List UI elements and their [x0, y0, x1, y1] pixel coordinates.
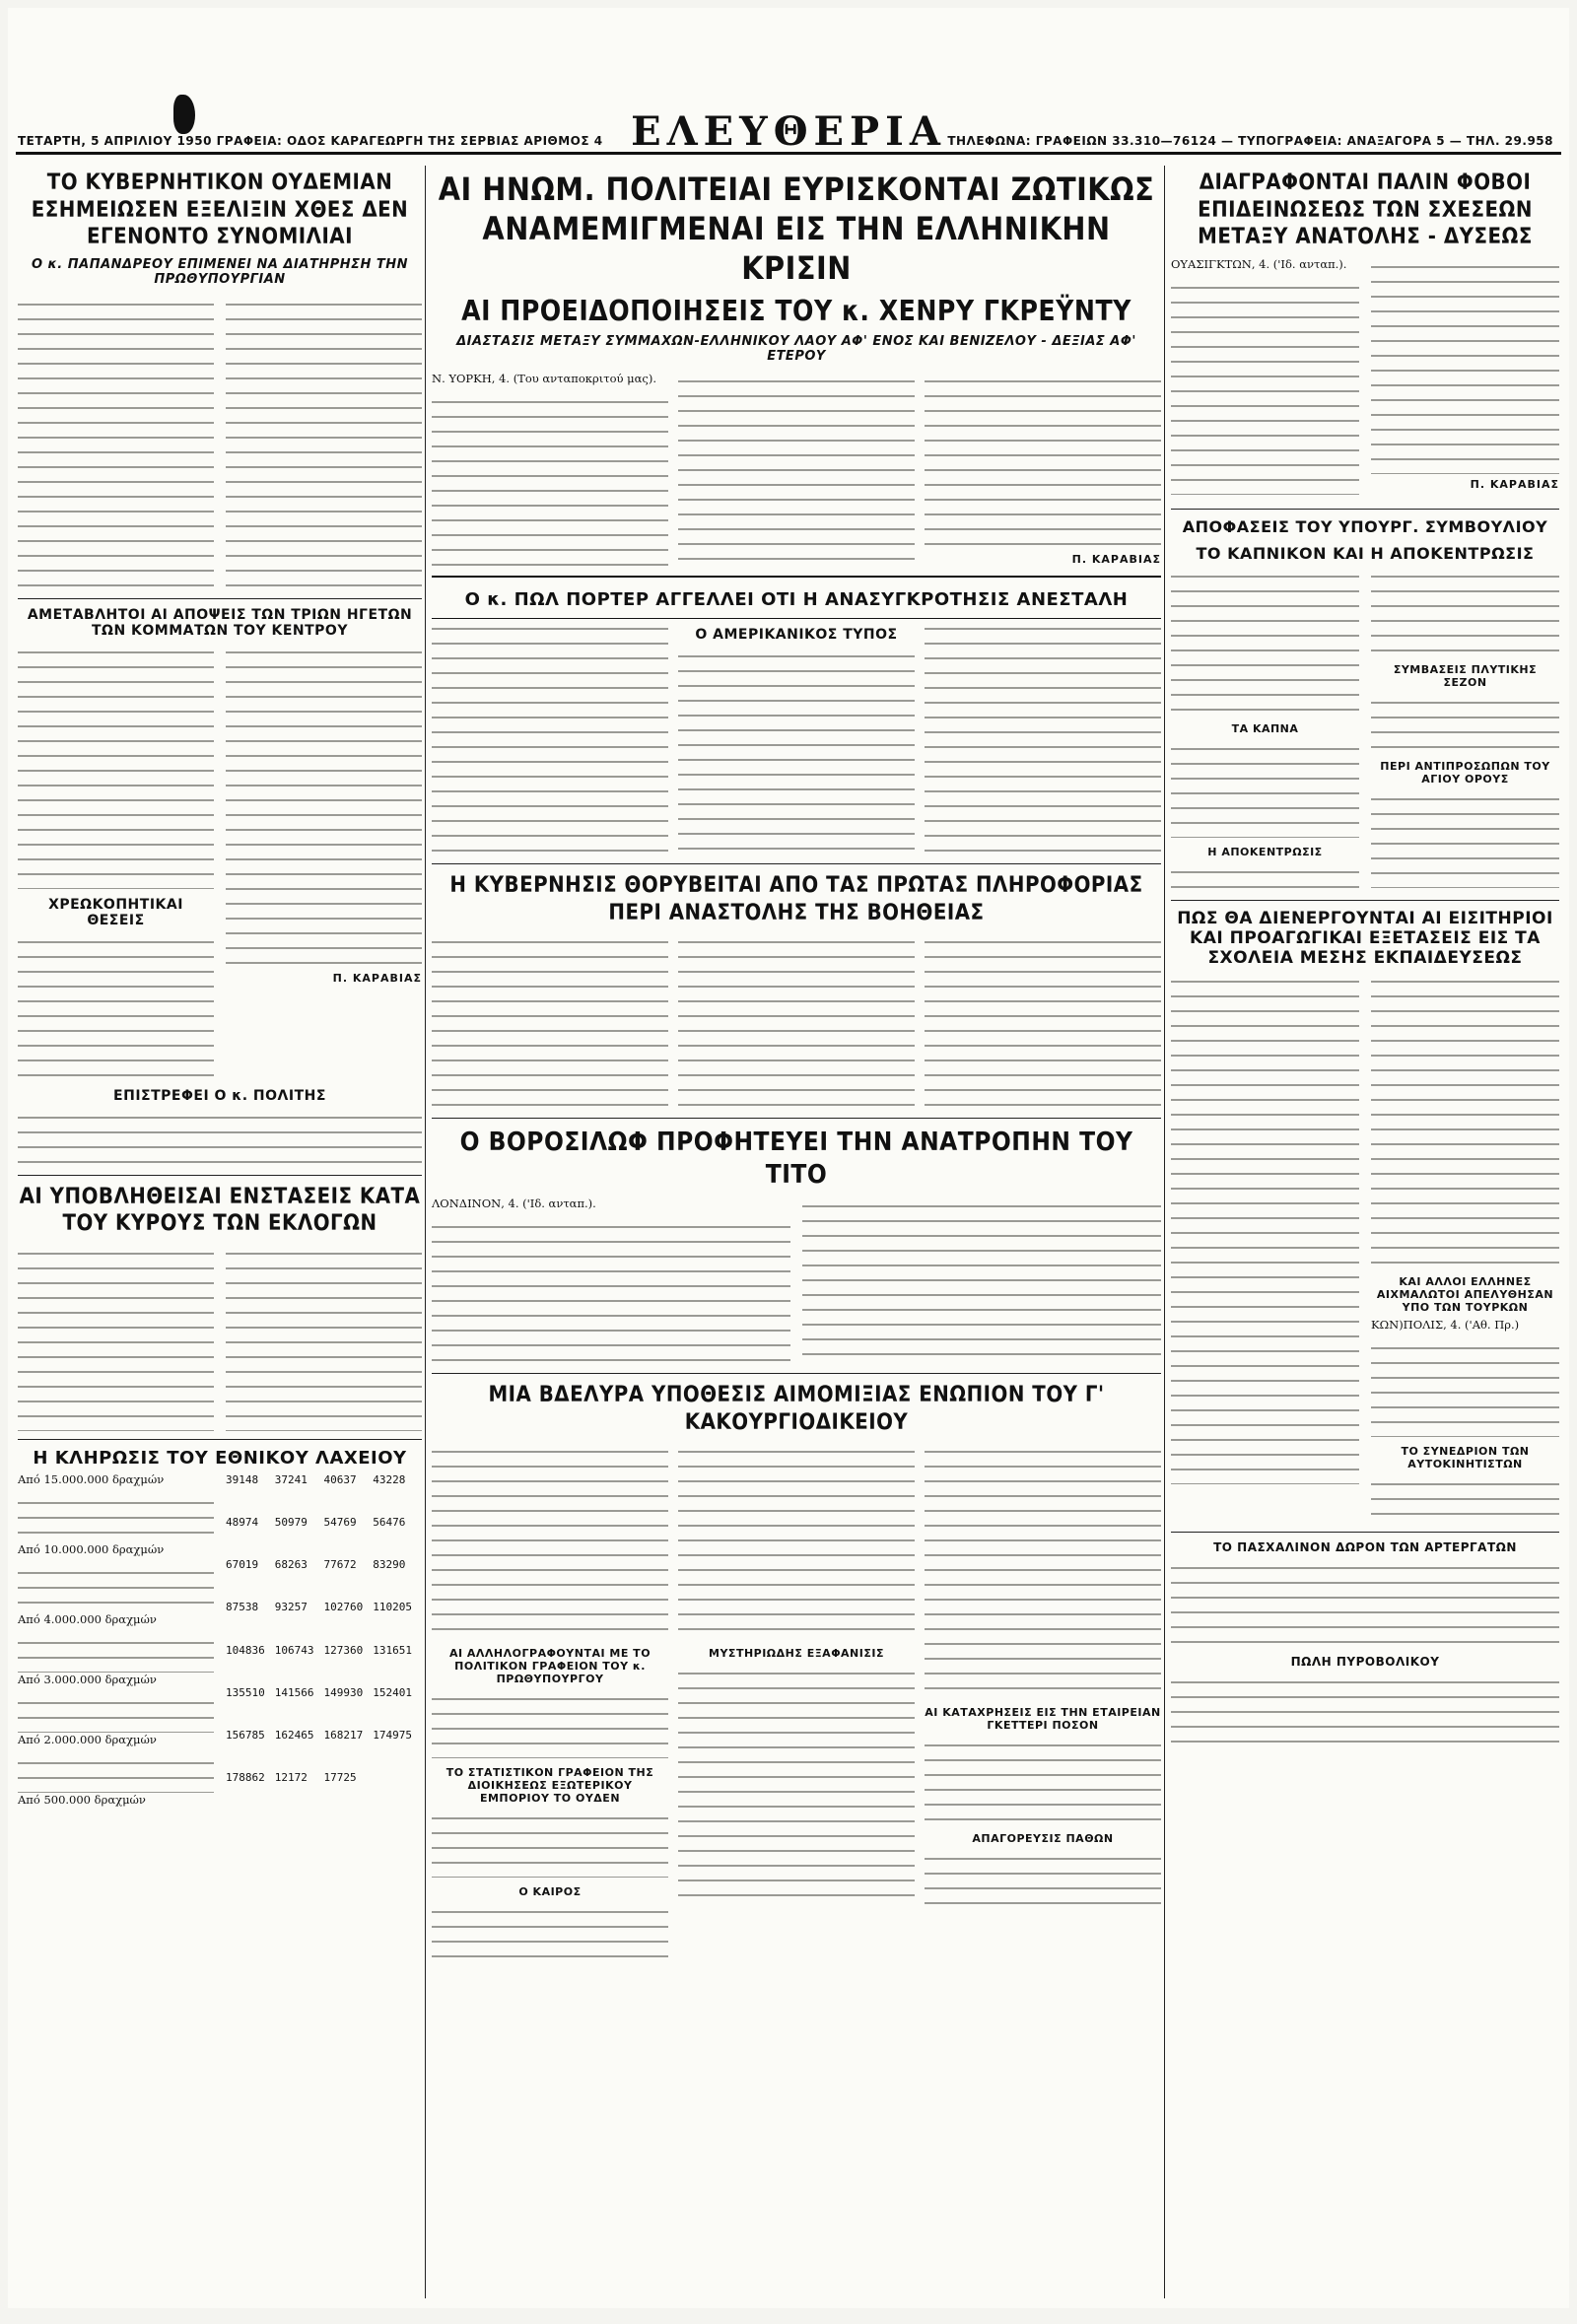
section-heading: ΑΙ ΑΛΛΗΛΟΓΡΑΦΟΥΝΤΑΙ ΜΕ ΤΟ ΠΟΛΙΤΙΚΟΝ ΓΡΑΦΕΙΟΝ ΤΟΥ κ. ΠΡΩΘΥΠΟΥΡΓΟΥ	[448, 1647, 651, 1685]
lottery-amount: Από 4.000.000 δραχμών	[18, 1611, 157, 1626]
text-block	[432, 1217, 790, 1365]
text-block	[226, 295, 422, 590]
divider	[1171, 900, 1559, 901]
section-heading: ΚΑΙ ΑΛΛΟΙ ΕΛΛΗΝΕΣ ΑΙΧΜΑΛΩΤΟΙ ΑΠΕΛΥΘΗΣΑΝ ΥΠΟ ΤΩΝ ΤΟΥΡΚΩΝ	[1376, 1274, 1554, 1314]
lottery-number: 87538	[226, 1601, 259, 1614]
text-block	[925, 1442, 1161, 1698]
headline-voroshilov: Ο ΒΟΡΟΣΙΛΩΦ ΠΡΟΦΗΤΕΥΕΙ ΤΗΝ ΑΝΑΤΡΟΠΗΝ ΤΟΥ ΤΙΤΟ	[459, 1128, 1133, 1190]
lottery-amount: Από 15.000.000 δραχμών	[18, 1471, 165, 1486]
newspaper-title: ΕΛΕΥΘΕΡΙΑ	[631, 108, 946, 155]
council-body	[1171, 567, 1559, 892]
section-heading: ΜΥΣΤΗΡΙΩΔΗΣ ΕΞΑΦΑΝΙΣΙΣ	[709, 1647, 884, 1660]
headline-east-west: ΔΙΑΓΡΑΦΟΝΤΑΙ ΠΑΛΙΝ ΦΟΒΟΙ ΕΠΙΔΕΙΝΩΣΕΩΣ ΤΩΝ ΣΧΕΣΕΩΝ ΜΕΤΑΞΥ ΑΝΑΤΟΛΗΣ - ΔΥΣΕΩΣ	[1198, 171, 1533, 249]
lottery-number: 102760	[323, 1601, 364, 1614]
section-heading: ΑΙ ΚΑΤΑΧΡΗΣΕΙΣ ΕΙΣ ΤΗΝ ΕΤΑΙΡΕΙΑΝ ΓΚΕΤΤΕΡΙ ΠΟΣΟΝ	[925, 1706, 1161, 1732]
dateline: ΛΟΝΔΙΝΟΝ, 4. ('Ιδ. ανταπ.).	[432, 1196, 596, 1210]
lottery-number: 174975	[373, 1729, 412, 1742]
text-block	[678, 1664, 915, 1900]
east-west-body	[1171, 257, 1559, 501]
text-block	[432, 1689, 668, 1758]
lottery-number: 149930	[323, 1685, 364, 1699]
section-heading: ΤΟ ΣΤΑΤΙΣΤΙΚΟΝ ΓΡΑΦΕΙΟΝ ΤΗΣ ΔΙΟΙΚΗΣΕΩΣ ΕΞΩΤΕΡΙΚΟΥ ΕΜΠΟΡΙΟΥ ΤΟ ΟΥΔΕΝ	[446, 1766, 654, 1805]
lottery-amount: Από 3.000.000 δραχμών	[18, 1672, 157, 1686]
text-block	[1171, 739, 1359, 838]
divider	[432, 1373, 1161, 1374]
lottery-number: 135510	[226, 1685, 265, 1699]
lottery-number: 178862	[226, 1771, 265, 1785]
byline: Π. ΚΑΡΑΒΙΑΣ	[1470, 477, 1559, 491]
lottery-amount: Από 10.000.000 δραχμών	[18, 1541, 165, 1556]
text-block	[18, 643, 214, 889]
text-block	[226, 1244, 422, 1431]
byline: Π. ΚΑΡΑΒΙΑΣ	[332, 971, 422, 985]
text-block	[432, 1809, 668, 1878]
lottery-number: 39148	[226, 1472, 259, 1486]
divider	[1171, 509, 1559, 510]
article-body	[18, 1244, 422, 1431]
column-divider	[425, 166, 426, 2298]
date-line: ΤΕΤΑΡΤΗ, 5 ΑΠΡΙΛΙΟΥ 1950 ΓΡΑΦΕΙΑ: ΟΔΟΣ ΚΑΡΑΓΕΩΡΓΗ ΤΗΣ ΣΕΡΒΙΑΣ ΑΡΙΘΜΟΣ 4	[18, 134, 603, 148]
text-block	[18, 932, 214, 1080]
headline-objections: ΑΙ ΥΠΟΒΛΗΘΕΙΣΑΙ ΕΝΣΤΑΣΕΙΣ ΚΑΤΑ ΤΟΥ ΚΥΡΟΥΣ ΤΩΝ ΕΚΛΟΓΩΝ	[19, 1184, 421, 1236]
lottery-number: 168217	[323, 1729, 364, 1742]
text-block	[925, 372, 1161, 549]
article-body	[18, 295, 422, 590]
divider	[18, 598, 422, 599]
text-block	[18, 1493, 214, 1542]
divider	[432, 863, 1161, 864]
section-heading: Η ΑΠΟΚΕΝΤΡΩΣΙΣ	[1207, 845, 1323, 858]
text-block	[1371, 789, 1559, 888]
lead-headline: ΑΙ ΗΝΩΜ. ΠΟΛΙΤΕΙΑΙ ΕΥΡΙΣΚΟΝΤΑΙ ΖΩΤΙΚΩΣ ΑΝΑΜΕΜΙΓΜΕΝΑΙ ΕΙΣ ΤΗΝ ΕΛΛΗΝΙΚΗΝ ΚΡΙΣΙΝ	[438, 171, 1155, 287]
lottery-number: 104836	[226, 1643, 265, 1657]
lottery-number: 162465	[274, 1729, 314, 1742]
headline-court: ΜΙΑ ΒΔΕΛΥΡΑ ΥΠΟΘΕΣΙΣ ΑΙΜΟΜΙΞΙΑΣ ΕΝΩΠΙΟΝ ΤΟΥ Γ' ΚΑΚΟΥΡΓΙΟΔΙΚΕΙΟΥ	[488, 1383, 1105, 1435]
lottery-number: 50979	[274, 1515, 308, 1529]
text-block	[18, 1563, 214, 1612]
text-block	[678, 1442, 915, 1639]
section-heading: ΤΑ ΚΑΠΝΑ	[1231, 721, 1299, 735]
text-block	[1371, 567, 1559, 655]
lottery-body	[18, 1472, 422, 1813]
text-block	[1171, 567, 1359, 715]
text-block	[18, 1108, 422, 1167]
headline-porter: Ο κ. ΠΩΛ ΠΟΡΤΕΡ ΑΓΓΕΛΛΕΙ ΟΤΙ Η ΑΝΑΣΥΓΚΡΟΤΗΣΙΣ ΑΝΕΣΤΑΛΗ	[464, 589, 1129, 610]
lottery-number: 37241	[274, 1472, 308, 1486]
phones-line: ΤΗΛΕΦΩΝΑ: ΓΡΑΦΕΙΩΝ 33.310—76124 — ΤΥΠΟΓΡΑΦΕΙΑ: ΑΝΑΞΑΓΟΡΑ 5 — ΤΗΛ. 29.958	[947, 134, 1553, 148]
subheadline: Ο κ. ΠΑΠΑΝΔΡΕΟΥ ΕΠΙΜΕΝΕΙ ΝΑ ΔΙΑΤΗΡΗΣΗ ΤΗΝ ΠΡΩΘΥΠΟΥΡΓΙΑΝ	[31, 256, 409, 287]
text-block	[925, 1736, 1161, 1824]
headline-council-2: ΤΟ ΚΑΠΝΙΚΟΝ ΚΑΙ Η ΑΠΟΚΕΝΤΡΩΣΙΣ	[1196, 543, 1535, 563]
lottery-number: 93257	[274, 1601, 308, 1614]
text-block	[226, 643, 422, 968]
text-block	[1371, 1338, 1559, 1437]
lottery-number: 17725	[323, 1771, 357, 1785]
text-block	[432, 1442, 668, 1639]
text-block	[1371, 693, 1559, 752]
divider	[432, 1118, 1161, 1119]
headline-exams: ΠΩΣ ΘΑ ΔΙΕΝΕΡΓΟΥΝΤΑΙ ΑΙ ΕΙΣΙΤΗΡΙΟΙ ΚΑΙ ΠΡΟΑΓΩΓΙΚΑΙ ΕΞΕΤΑΣΕΙΣ ΕΙΣ ΤΑ ΣΧΟΛΕΙΑ ΜΕΣΗΣ ΕΚΠΑΙΔΕΥΣΕΩΣ	[1177, 908, 1553, 968]
column-divider	[1164, 166, 1165, 2298]
lottery-number: 12172	[274, 1771, 308, 1785]
text-block	[925, 619, 1161, 855]
masthead	[8, 8, 1569, 155]
lead-subheadline: ΔΙΑΣΤΑΣΙΣ ΜΕΤΑΞΥ ΣΥΜΜΑΧΩΝ-ΕΛΛΗΝΙΚΟΥ ΛΑΟΥ ΑΦ' ΕΝΟΣ ΚΑΙ ΒΕΝΙΖΕΛΟΥ - ΔΕΞΙΑΣ ΑΦ' ΕΤΕΡΟΥ	[456, 334, 1136, 364]
text-block	[432, 932, 668, 1110]
left-column	[18, 164, 422, 1813]
text-block	[1371, 1474, 1559, 1524]
text-block	[1171, 862, 1359, 892]
headline-bakers: ΤΟ ΠΑΣΧΑΛΙΝΟΝ ΔΩΡΟΝ ΤΩΝ ΑΡΤΕΡΓΑΤΩΝ	[1213, 1539, 1517, 1554]
dateline: ΚΩΝ)ΠΟΛΙΣ, 4. ('Αθ. Πρ.)	[1371, 1317, 1520, 1332]
lottery-number: 141566	[274, 1685, 314, 1699]
byline: Π. ΚΑΡΑΒΙΑΣ	[1071, 553, 1161, 566]
text-block	[1171, 972, 1359, 1484]
aid-body	[432, 932, 1161, 1110]
masthead-rule	[16, 152, 1561, 155]
section-heading: ΤΟ ΣΥΝΕΔΡΙΟΝ ΤΩΝ ΑΥΤΟΚΙΝΗΤΙΣΤΩΝ	[1401, 1444, 1530, 1470]
lottery-number: 83290	[373, 1558, 406, 1571]
section-heading: ΠΕΡΙ ΑΝΤΙΠΡΟΣΩΠΩΝ ΤΟΥ ΑΓΙΟΥ ΟΡΟΥΣ	[1380, 759, 1550, 786]
text-block	[1371, 257, 1559, 474]
text-block	[802, 1196, 1161, 1364]
lottery-amount: Από 2.000.000 δραχμών	[18, 1732, 157, 1746]
lottery-number: 67019	[226, 1558, 259, 1571]
dateline: ΟΥΑΣΙΓΚΤΩΝ, 4. ('Ιδ. ανταπ.).	[1171, 256, 1347, 271]
divider	[18, 1439, 422, 1440]
lead-body	[432, 372, 1161, 576]
section-heading: Ο ΑΜΕΡΙΚΑΝΙΚΟΣ ΤΥΠΟΣ	[695, 627, 898, 643]
headline-aid: Η ΚΥΒΕΡΝΗΣΙΣ ΘΟΡΥΒΕΙΤΑΙ ΑΠΟ ΤΑΣ ΠΡΩΤΑΣ ΠΛΗΡΟΦΟΡΙΑΣ ΠΕΡΙ ΑΝΑΣΤΟΛΗΣ ΤΗΣ ΒΟΗΘΕΙΑΣ	[449, 873, 1143, 925]
divider	[1171, 1532, 1559, 1533]
text-block	[925, 1849, 1161, 1908]
text-block	[432, 1902, 668, 1961]
section-heading: Ο ΚΑΙΡΟΣ	[518, 1885, 582, 1898]
text-block	[678, 932, 915, 1110]
lottery-number: 156785	[226, 1729, 265, 1742]
newspaper-page	[8, 8, 1569, 2308]
headline-gun-sale: ΠΩΛΗ ΠΥΡΟΒΟΛΙΚΟΥ	[1290, 1654, 1440, 1669]
porter-body	[432, 619, 1161, 855]
text-block	[432, 392, 668, 570]
headline-council: ΑΠΟΦΑΣΕΙΣ ΤΟΥ ΥΠΟΥΡΓ. ΣΥΜΒΟΥΛΙΟΥ	[1182, 516, 1548, 536]
section-heading: ΧΡΕΩΚΟΠΗΤΙΚΑΙ ΘΕΣΕΙΣ	[48, 896, 183, 928]
lottery-number: 77672	[323, 1558, 357, 1571]
section-heading: ΣΥΜΒΑΣΕΙΣ ΠΛΥΤΙΚΗΣ ΣΕΖΟΝ	[1393, 662, 1538, 689]
text-block	[1171, 278, 1359, 495]
lottery-number: 106743	[274, 1643, 314, 1657]
lottery-number: 54769	[323, 1515, 357, 1529]
text-block	[18, 1753, 214, 1793]
lottery-number: 40637	[323, 1472, 357, 1486]
text-block	[1171, 1673, 1559, 1751]
lottery-number: 68263	[274, 1558, 308, 1571]
court-body	[432, 1442, 1161, 1961]
text-block	[18, 1244, 214, 1431]
article-body	[18, 643, 422, 1080]
headline-government: ΤΟ ΚΥΒΕΡΝΗΤΙΚΟΝ ΟΥΔΕΜΙΑΝ ΕΣΗΜΕΙΩΣΕΝ ΕΞΕΛΙΞΙΝ ΧΘΕΣ ΔΕΝ ΕΓΕΝΟΝΤΟ ΣΥΝΟΜΙΛΙΑΙ	[31, 171, 409, 249]
divider	[18, 1175, 422, 1176]
lottery-number: 131651	[373, 1643, 412, 1657]
lottery-number: 127360	[323, 1643, 364, 1657]
section-heading: ΑΠΑΓΟΡΕΥΣΙΣ ΠΑΘΩΝ	[972, 1832, 1114, 1845]
text-block	[1371, 972, 1559, 1267]
dateline: Ν. ΥΟΡΚΗ, 4. (Του ανταποκριτού μας).	[432, 372, 656, 385]
lead-headline-2: ΑΙ ΠΡΟΕΙΔΟΠΟΙΗΣΕΙΣ ΤΟΥ κ. ΧΕΝΡΥ ΓΚΡΕΫΝΤΥ	[461, 295, 1131, 327]
lottery-number: 48974	[226, 1515, 259, 1529]
text-block	[1171, 1558, 1559, 1647]
right-column	[1171, 164, 1559, 1751]
text-block	[18, 1633, 214, 1673]
lottery-number-table	[226, 1472, 422, 1813]
exams-body	[1171, 972, 1559, 1524]
text-block	[678, 372, 915, 569]
lottery-number: 110205	[373, 1601, 412, 1614]
lottery-number: 152401	[373, 1685, 412, 1699]
lottery-number: 43228	[373, 1472, 406, 1486]
text-block	[432, 619, 668, 855]
text-block	[678, 647, 915, 854]
headline-lottery: Η ΚΛΗΡΩΣΙΣ ΤΟΥ ΕΘΝΙΚΟΥ ΛΑΧΕΙΟΥ	[33, 1447, 407, 1469]
center-column	[432, 164, 1161, 1961]
text-block	[18, 295, 214, 590]
porter-box	[432, 576, 1161, 619]
headline-leaders: ΑΜΕΤΑΒΛΗΤΟΙ ΑΙ ΑΠΟΨΕΙΣ ΤΩΝ ΤΡΙΩΝ ΗΓΕΤΩΝ ΤΩΝ ΚΟΜΜΑΤΩΝ ΤΟΥ ΚΕΝΤΡΟΥ	[27, 606, 413, 639]
lottery-number: 56476	[373, 1515, 406, 1529]
voroshilov-body	[432, 1196, 1161, 1365]
lottery-amount: Από 500.000 δραχμών	[18, 1792, 146, 1807]
text-block	[18, 1693, 214, 1733]
text-block	[925, 932, 1161, 1110]
section-heading: ΕΠΙΣΤΡΕΦΕΙ Ο κ. ΠΟΛΙΤΗΣ	[113, 1087, 326, 1104]
